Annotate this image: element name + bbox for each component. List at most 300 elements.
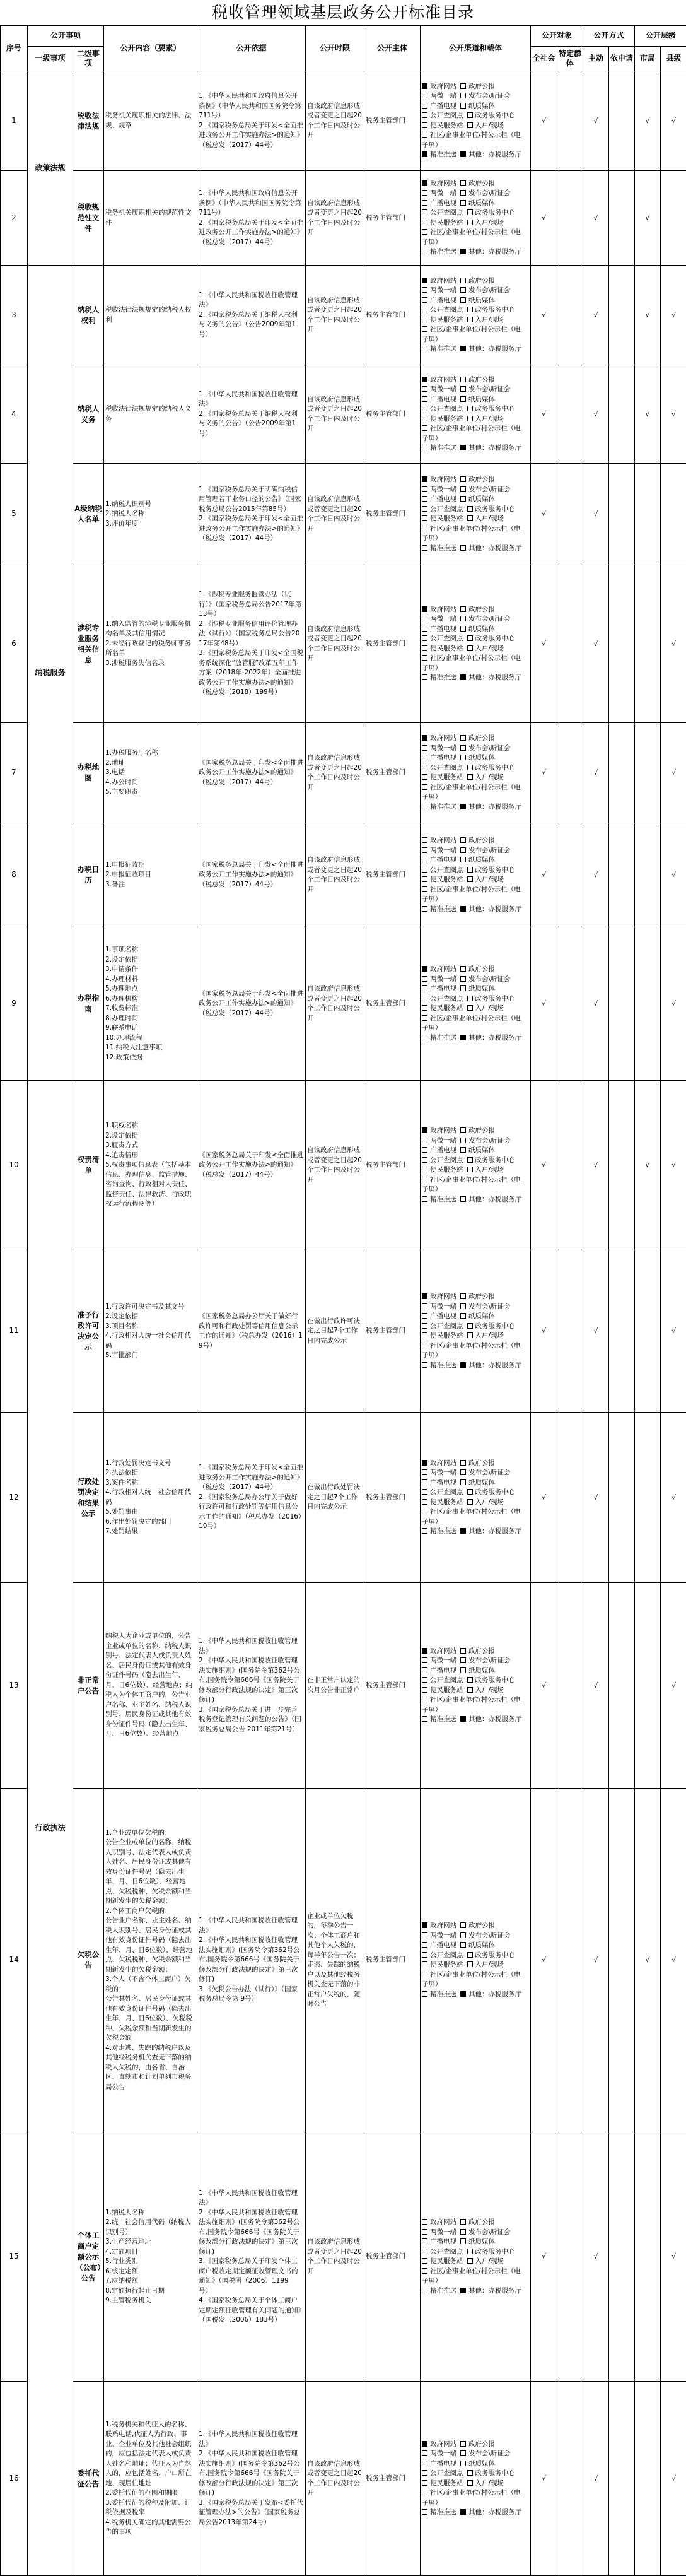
channel-option bbox=[422, 2286, 456, 2297]
channel-label: 政府网站 bbox=[430, 1922, 456, 1929]
channel-option bbox=[467, 1004, 504, 1014]
channel-option bbox=[422, 131, 525, 150]
row-seq: 3 bbox=[1, 266, 28, 365]
disclosure-content: 1.纳税人识别号 2.纳税人名称 3.评价年度 bbox=[104, 464, 197, 565]
channel-option bbox=[467, 2479, 504, 2489]
matter-level2: A级纳税人名单 bbox=[73, 464, 104, 565]
channel-option bbox=[422, 803, 456, 813]
header-level-city: 市局 bbox=[635, 47, 661, 71]
header-level1: 一级事项 bbox=[28, 47, 73, 71]
unchecked-box-icon bbox=[422, 765, 427, 770]
channel-label: 其他：办税服务厅 bbox=[468, 905, 521, 913]
unchecked-box-icon bbox=[460, 476, 466, 482]
channel-label: 便民服务站 bbox=[430, 122, 463, 129]
channel-label: 便民服务站 bbox=[430, 1004, 463, 1012]
unchecked-box-icon bbox=[422, 1469, 427, 1475]
channel-label: 发布会\听证会 bbox=[468, 385, 511, 393]
channel-label: 精准推送 bbox=[430, 674, 456, 681]
checked-box-icon bbox=[460, 1528, 466, 1534]
unchecked-box-icon bbox=[460, 1657, 466, 1663]
channel-option bbox=[422, 495, 456, 505]
channel-option bbox=[422, 296, 456, 306]
channel-option bbox=[460, 803, 521, 813]
channel-label: 政府网站 bbox=[430, 376, 456, 384]
unchecked-box-icon bbox=[422, 1343, 427, 1348]
channel-label: 便民服务站 bbox=[430, 1686, 463, 1694]
channel-label: 纸质媒体 bbox=[468, 1146, 495, 1154]
unchecked-box-icon bbox=[460, 1922, 466, 1928]
disclosure-time-limit: 在做出行政许可决定之日起7个工作日内完成公示 bbox=[306, 1250, 364, 1413]
channel-option bbox=[460, 1361, 521, 1371]
unchecked-box-icon bbox=[422, 626, 427, 632]
channel-option bbox=[460, 1292, 495, 1302]
row-seq: 14 bbox=[1, 1789, 28, 2132]
channel-label: 公开查阅点 bbox=[430, 995, 463, 1003]
channel-option bbox=[422, 375, 456, 385]
unchecked-box-icon bbox=[422, 1035, 427, 1040]
unchecked-box-icon bbox=[422, 655, 427, 661]
unchecked-box-icon bbox=[422, 867, 427, 873]
disclosure-channels bbox=[421, 2132, 531, 2382]
channel-option bbox=[460, 1666, 495, 1676]
disclosure-subject: 税务主管部门 bbox=[364, 1583, 421, 1789]
unchecked-box-icon bbox=[467, 209, 473, 215]
channel-label: 两微一端 bbox=[430, 1932, 456, 1939]
channel-label: 政府网站 bbox=[430, 1459, 456, 1467]
channel-label: 公开查阅点 bbox=[430, 2469, 463, 2477]
unchecked-box-icon bbox=[460, 735, 466, 741]
channel-option bbox=[422, 1165, 463, 1175]
channel-label: 两微一端 bbox=[430, 385, 456, 393]
unchecked-box-icon bbox=[422, 416, 427, 421]
channel-label: 其他：办税服务厅 bbox=[468, 248, 521, 256]
check-level-county bbox=[661, 171, 686, 266]
channel-label: 社区/企事业单位/村公示栏（电子屏） bbox=[422, 1696, 521, 1714]
channel-label: 其他：办税服务厅 bbox=[468, 444, 521, 452]
channel-label: 政务服务中心 bbox=[475, 306, 515, 314]
channel-option bbox=[460, 734, 495, 744]
unchecked-box-icon bbox=[460, 1648, 466, 1654]
check-level-city bbox=[635, 823, 661, 927]
channel-label: 精准推送 bbox=[430, 1034, 456, 1042]
channel-option bbox=[460, 905, 521, 915]
disclosure-channels bbox=[421, 823, 531, 927]
channel-label: 入户/现场 bbox=[475, 645, 504, 652]
channel-option bbox=[422, 1292, 456, 1302]
checked-box-icon bbox=[422, 1460, 427, 1466]
disclosure-basis: 1.《中华人民共和国税收征收管理法》 2.《国家税务总局关于纳税人权利与义务的公告》（公告2009年第1号） bbox=[197, 266, 306, 365]
disclosure-content: 1.职权名称 2.设定依据 3.履责方式 4.追责情形 5.权责事项信息表（包括基本信息、办理信息、监管措施、咨询查询、行政相对人责任、监督责任、法律救济、行政职权运行流程图等） bbox=[104, 1081, 197, 1250]
checked-box-icon bbox=[422, 606, 427, 612]
channel-label: 入户/现场 bbox=[475, 1332, 504, 1339]
channel-label: 发布会\听证会 bbox=[468, 847, 511, 854]
disclosure-basis: 《国家税务总局关于印发<全面推进政务公开工作实施办法>的通知》（税总发（2017）44号） bbox=[197, 927, 306, 1081]
channel-label: 政府网站 bbox=[430, 476, 456, 483]
channel-label: 政务服务中心 bbox=[475, 2469, 515, 2477]
channel-option bbox=[422, 1498, 463, 1508]
row-seq: 4 bbox=[1, 365, 28, 464]
checked-box-icon bbox=[460, 346, 466, 351]
channel-option bbox=[460, 2459, 495, 2469]
unchecked-box-icon bbox=[460, 1460, 466, 1466]
channel-option bbox=[422, 102, 456, 112]
checked-box-icon bbox=[460, 2509, 466, 2515]
unchecked-box-icon bbox=[422, 1657, 427, 1663]
channel-label: 广播电视 bbox=[430, 102, 456, 110]
unchecked-box-icon bbox=[460, 2450, 466, 2456]
check-method-request bbox=[609, 71, 635, 171]
matter-level2: 办税地图 bbox=[73, 723, 104, 823]
check-audience-all: √ bbox=[531, 1250, 557, 1413]
check-level-county: √ bbox=[661, 565, 686, 723]
check-audience-all: √ bbox=[531, 2382, 557, 2576]
check-method-active: √ bbox=[583, 723, 609, 823]
table-row bbox=[1, 927, 686, 1081]
channel-label: 两微一端 bbox=[430, 92, 456, 100]
category-level1: 行政执法 bbox=[28, 1081, 73, 2576]
channel-label: 广播电视 bbox=[430, 297, 456, 304]
channel-label: 政府公报 bbox=[468, 2440, 495, 2448]
check-level-county bbox=[661, 464, 686, 565]
header-level2: 二级事项 bbox=[73, 47, 104, 71]
channel-option bbox=[460, 605, 495, 615]
channel-option bbox=[467, 1165, 504, 1175]
check-method-active: √ bbox=[583, 1250, 609, 1413]
channel-label: 发布会\听证会 bbox=[468, 189, 511, 197]
channel-label: 发布会\听证会 bbox=[468, 1469, 511, 1476]
disclosure-content: 1.事项名称 2.设定依据 3.申请条件 4.办理材料 5.办理地点 6.办理机构 7.收费标准 8.办理时间 9.联系电话 10.办理流程 11.纳税人注意事项 12.政策依据 bbox=[104, 927, 197, 1081]
disclosure-subject: 税务主管部门 bbox=[364, 2132, 421, 2382]
channel-option bbox=[460, 1459, 495, 1469]
channel-label: 公开查阅点 bbox=[430, 1488, 463, 1496]
channel-option bbox=[422, 444, 456, 454]
channel-option bbox=[422, 1331, 463, 1341]
channel-label: 社区/企事业单位/村公示栏（电子屏） bbox=[422, 784, 521, 801]
channel-label: 公开查阅点 bbox=[430, 1676, 463, 1684]
header-audience: 公开对象 bbox=[531, 26, 583, 47]
channel-label: 政务服务中心 bbox=[475, 866, 515, 874]
channel-option bbox=[460, 375, 495, 385]
channel-option bbox=[467, 208, 515, 218]
matter-level2: 纳税人权利 bbox=[73, 266, 104, 365]
unchecked-box-icon bbox=[422, 985, 427, 991]
unchecked-box-icon bbox=[422, 2509, 427, 2515]
checked-box-icon bbox=[422, 735, 427, 741]
table-row bbox=[1, 171, 686, 266]
check-audience-all: √ bbox=[531, 2132, 557, 2382]
unchecked-box-icon bbox=[422, 1509, 427, 1514]
disclosure-content: 纳税人为企业或单位的，公告企业或单位的名称、纳税人识别号、法定代表人或负责人姓名、居民身份证或其他有效身份证件号码（隐去出生年、月、日6位数）、经营地点；纳税人为个体工商户的，公告业户名称、业主姓名、纳税人识别号、居民身份证或其他有效身份证件号码（隐去出生年、月、日6位数）、经营地点 bbox=[104, 1583, 197, 1789]
check-audience-specific bbox=[557, 1250, 583, 1413]
channel-label: 广播电视 bbox=[430, 495, 456, 503]
disclosure-time-limit: 自该政府信息形成或者变更之日起20个工作日内及时公开 bbox=[306, 2382, 364, 2576]
channel-option bbox=[460, 385, 511, 395]
unchecked-box-icon bbox=[467, 317, 473, 322]
channel-label: 广播电视 bbox=[430, 199, 456, 207]
channel-option bbox=[422, 1921, 456, 1931]
unchecked-box-icon bbox=[460, 2219, 466, 2225]
check-level-city bbox=[635, 2132, 661, 2382]
unchecked-box-icon bbox=[422, 1167, 427, 1172]
channel-option bbox=[460, 625, 495, 635]
unchecked-box-icon bbox=[422, 406, 427, 411]
table-row bbox=[1, 266, 686, 365]
channel-option bbox=[467, 1498, 504, 1508]
channel-option bbox=[460, 673, 521, 683]
check-audience-all: √ bbox=[531, 266, 557, 365]
channel-option bbox=[460, 753, 495, 763]
unchecked-box-icon bbox=[467, 996, 473, 1001]
checked-box-icon bbox=[460, 1716, 466, 1722]
channel-label: 入户/现场 bbox=[475, 2257, 504, 2265]
unchecked-box-icon bbox=[422, 616, 427, 621]
disclosure-subject: 税务主管部门 bbox=[364, 1081, 421, 1250]
checked-box-icon bbox=[460, 151, 466, 157]
channel-option bbox=[467, 875, 504, 885]
unchecked-box-icon bbox=[422, 326, 427, 332]
header-basis: 公开依据 bbox=[197, 26, 306, 71]
check-level-county: √ bbox=[661, 365, 686, 464]
channel-label: 两微一端 bbox=[430, 189, 456, 197]
channel-option bbox=[467, 121, 504, 131]
channel-label: 精准推送 bbox=[430, 1196, 456, 1203]
table-row bbox=[1, 723, 686, 823]
channel-label: 广播电视 bbox=[430, 985, 456, 992]
check-level-city bbox=[635, 1250, 661, 1413]
disclosure-subject: 税务主管部门 bbox=[364, 823, 421, 927]
check-audience-specific bbox=[557, 1081, 583, 1250]
check-method-request bbox=[609, 2382, 635, 2576]
unchecked-box-icon bbox=[422, 1138, 427, 1143]
channel-label: 精准推送 bbox=[430, 2287, 456, 2295]
channel-label: 政府网站 bbox=[430, 2440, 456, 2448]
channel-option bbox=[422, 605, 456, 615]
check-audience-specific bbox=[557, 1583, 583, 1789]
disclosure-basis: 1.《国家税务总局关于印发<全面推进政务公开工作实施办法>的通知》（税总发（2017）44号） 2.《国家税务总局办公厅关于做好行政许可和行政处罚等信用信息公示工作的通知》（税总办发（2016）19号） bbox=[197, 1413, 306, 1583]
channel-option bbox=[422, 1195, 456, 1205]
channel-label: 政府公报 bbox=[468, 180, 495, 187]
check-audience-all: √ bbox=[531, 1081, 557, 1250]
category-level1: 纳税服务 bbox=[28, 266, 73, 1081]
check-level-county: √ bbox=[661, 1583, 686, 1789]
unchecked-box-icon bbox=[460, 857, 466, 862]
check-audience-specific bbox=[557, 464, 583, 565]
channel-option bbox=[422, 1136, 456, 1146]
disclosure-basis: 1.《中华人民共和国税收征收管理法》 2.《中华人民共和国税收征收管理法实施细则》(国务院令第362号公布,国务院令第666号《国务院关于修改部分行政法规的决定》第三次修订) 3.《国家税务总局关于进一步完善税务登记管理有关问题的公告》（国家税务总局公告 2011年第21号） bbox=[197, 1583, 306, 1789]
header-subject: 公开主体 bbox=[364, 26, 421, 71]
channel-option bbox=[422, 836, 456, 846]
channel-label: 社区/企事业单位/村公示栏（电子屏） bbox=[422, 1015, 521, 1032]
channel-label: 政务服务中心 bbox=[475, 995, 515, 1003]
channel-option bbox=[422, 2459, 456, 2469]
row-seq: 5 bbox=[1, 464, 28, 565]
unchecked-box-icon bbox=[460, 1942, 466, 1948]
unchecked-box-icon bbox=[422, 1323, 427, 1329]
channel-option bbox=[467, 505, 515, 515]
check-level-county: √ bbox=[661, 1789, 686, 2132]
channel-option bbox=[422, 1647, 456, 1657]
check-level-county: √ bbox=[661, 1081, 686, 1250]
channel-option bbox=[460, 1478, 495, 1488]
channel-option bbox=[422, 385, 456, 395]
channel-option bbox=[460, 1656, 511, 1666]
channel-label: 精准推送 bbox=[430, 1715, 456, 1723]
disclosure-content: 1.申报征收期 2.申报征收项目 3.备注 bbox=[104, 823, 197, 927]
channel-option bbox=[422, 1312, 456, 1322]
channel-option bbox=[460, 1941, 495, 1951]
channel-label: 纸质媒体 bbox=[468, 1941, 495, 1949]
channel-option bbox=[467, 315, 504, 326]
unchecked-box-icon bbox=[460, 1313, 466, 1319]
header-level: 公开层级 bbox=[635, 26, 686, 47]
channel-label: 公开查阅点 bbox=[430, 505, 463, 513]
unchecked-box-icon bbox=[422, 200, 427, 206]
channel-label: 公开查阅点 bbox=[430, 1951, 463, 1959]
channel-label: 两微一端 bbox=[430, 847, 456, 854]
channel-option bbox=[460, 296, 495, 306]
header-channel: 公开渠道和载体 bbox=[421, 26, 531, 71]
channel-option bbox=[460, 91, 511, 102]
channel-option bbox=[422, 1666, 456, 1676]
channel-label: 入户/现场 bbox=[475, 316, 504, 324]
channel-label: 公开查阅点 bbox=[430, 1322, 463, 1330]
channel-label: 政府网站 bbox=[430, 734, 456, 742]
matter-level2: 个体工商户定额公示（公布）公告 bbox=[73, 2132, 104, 2382]
unchecked-box-icon bbox=[422, 1952, 427, 1958]
unchecked-box-icon bbox=[467, 506, 473, 512]
channel-label: 其他：办税服务厅 bbox=[468, 803, 521, 811]
check-method-active: √ bbox=[583, 1789, 609, 2132]
channel-label: 政务服务中心 bbox=[475, 635, 515, 642]
channel-option bbox=[467, 1331, 504, 1341]
check-audience-all: √ bbox=[531, 565, 557, 723]
page-title: 税收管理领域基层政务公开标准目录 bbox=[0, 0, 686, 25]
unchecked-box-icon bbox=[460, 1303, 466, 1309]
channel-label: 入户/现场 bbox=[475, 1166, 504, 1173]
unchecked-box-icon bbox=[460, 1127, 466, 1133]
check-audience-specific bbox=[557, 723, 583, 823]
check-method-request bbox=[609, 1413, 635, 1583]
unchecked-box-icon bbox=[422, 1499, 427, 1505]
check-method-request bbox=[609, 171, 635, 266]
channel-label: 便民服务站 bbox=[430, 876, 463, 883]
disclosure-content: 税务机关履职相关的规范性文件 bbox=[104, 171, 197, 266]
unchecked-box-icon bbox=[422, 2450, 427, 2456]
unchecked-box-icon bbox=[460, 2238, 466, 2244]
unchecked-box-icon bbox=[460, 103, 466, 109]
channel-label: 政府网站 bbox=[430, 277, 456, 285]
row-seq: 1 bbox=[1, 71, 28, 171]
unchecked-box-icon bbox=[467, 406, 473, 411]
check-audience-specific bbox=[557, 1789, 583, 2132]
channel-label: 纸质媒体 bbox=[468, 856, 495, 864]
unchecked-box-icon bbox=[422, 2268, 427, 2274]
check-level-city: √ bbox=[635, 1081, 661, 1250]
checked-box-icon bbox=[422, 1127, 427, 1133]
channel-label: 纸质媒体 bbox=[468, 1479, 495, 1486]
checked-box-icon bbox=[422, 377, 427, 382]
channel-option bbox=[467, 994, 515, 1004]
channel-label: 便民服务站 bbox=[430, 1961, 463, 1968]
channel-label: 纸质媒体 bbox=[468, 495, 495, 503]
channel-option bbox=[422, 1459, 456, 1469]
disclosure-time-limit: 自该政府信息形成或者变更之日起20个工作日内及时公开 bbox=[306, 464, 364, 565]
check-method-active: √ bbox=[583, 2382, 609, 2576]
unchecked-box-icon bbox=[422, 112, 427, 118]
unchecked-box-icon bbox=[422, 103, 427, 109]
channel-label: 广播电视 bbox=[430, 396, 456, 403]
check-level-county: √ bbox=[661, 71, 686, 171]
unchecked-box-icon bbox=[422, 93, 427, 98]
channel-label: 入户/现场 bbox=[475, 1004, 504, 1012]
disclosure-subject: 税务主管部门 bbox=[364, 1250, 421, 1413]
check-audience-specific bbox=[557, 823, 583, 927]
channel-label: 精准推送 bbox=[430, 1527, 456, 1535]
disclosure-time-limit: 在非正常户认定的次月公告非正常户 bbox=[306, 1583, 364, 1789]
channel-option bbox=[460, 1990, 521, 2000]
channel-label: 入户/现场 bbox=[475, 773, 504, 781]
unchecked-box-icon bbox=[422, 755, 427, 760]
channel-label: 公开查阅点 bbox=[430, 1156, 463, 1164]
channel-option bbox=[422, 734, 456, 744]
channel-option bbox=[467, 404, 515, 415]
header-time-limit: 公开时限 bbox=[306, 26, 364, 71]
channel-label: 社区/企事业单位/村公示栏（电子屏） bbox=[422, 525, 521, 543]
unchecked-box-icon bbox=[460, 396, 466, 402]
disclosure-content: 税收法律法规规定的纳税人义务 bbox=[104, 365, 197, 464]
channel-option bbox=[422, 1960, 463, 1970]
channel-option bbox=[460, 199, 495, 209]
unchecked-box-icon bbox=[460, 545, 466, 551]
channel-option bbox=[460, 2449, 511, 2459]
channel-option bbox=[460, 276, 495, 286]
disclosure-time-limit: 自该政府信息形成或者变更之日起20个工作日内及时公开 bbox=[306, 565, 364, 723]
check-level-city bbox=[635, 723, 661, 823]
channel-label: 发布会\听证会 bbox=[468, 1657, 511, 1664]
channel-option bbox=[422, 2257, 463, 2267]
unchecked-box-icon bbox=[467, 307, 473, 312]
disclosure-channels bbox=[421, 266, 531, 365]
unchecked-box-icon bbox=[460, 297, 466, 303]
unchecked-box-icon bbox=[422, 1313, 427, 1319]
unchecked-box-icon bbox=[422, 307, 427, 312]
channel-option bbox=[460, 286, 511, 296]
channel-label: 公开查阅点 bbox=[430, 306, 463, 314]
check-method-active: √ bbox=[583, 266, 609, 365]
channel-label: 发布会\听证会 bbox=[468, 2228, 511, 2236]
channel-option bbox=[422, 2247, 463, 2257]
unchecked-box-icon bbox=[467, 1687, 473, 1693]
channel-label: 发布会\听证会 bbox=[468, 1303, 511, 1310]
row-seq: 16 bbox=[1, 2382, 28, 2576]
channel-option bbox=[422, 2237, 456, 2247]
channel-label: 政府公报 bbox=[468, 837, 495, 844]
channel-option bbox=[422, 305, 463, 315]
channel-option bbox=[467, 1322, 515, 1332]
channel-label: 政府公报 bbox=[468, 2218, 495, 2226]
channel-label: 政府网站 bbox=[430, 180, 456, 187]
disclosure-channels bbox=[421, 1413, 531, 1583]
channel-label: 便民服务站 bbox=[430, 316, 463, 324]
checked-box-icon bbox=[460, 445, 466, 450]
disclosure-basis: 《国家税务总局关于印发<全面推进政务公开工作实施办法>的通知》（税总发（2017）44号） bbox=[197, 823, 306, 927]
check-audience-all: √ bbox=[531, 71, 557, 171]
checked-box-icon bbox=[460, 249, 466, 254]
unchecked-box-icon bbox=[422, 1362, 427, 1368]
channel-option bbox=[460, 82, 495, 92]
matter-level2: 办税指南 bbox=[73, 927, 104, 1081]
unchecked-box-icon bbox=[460, 1932, 466, 1938]
